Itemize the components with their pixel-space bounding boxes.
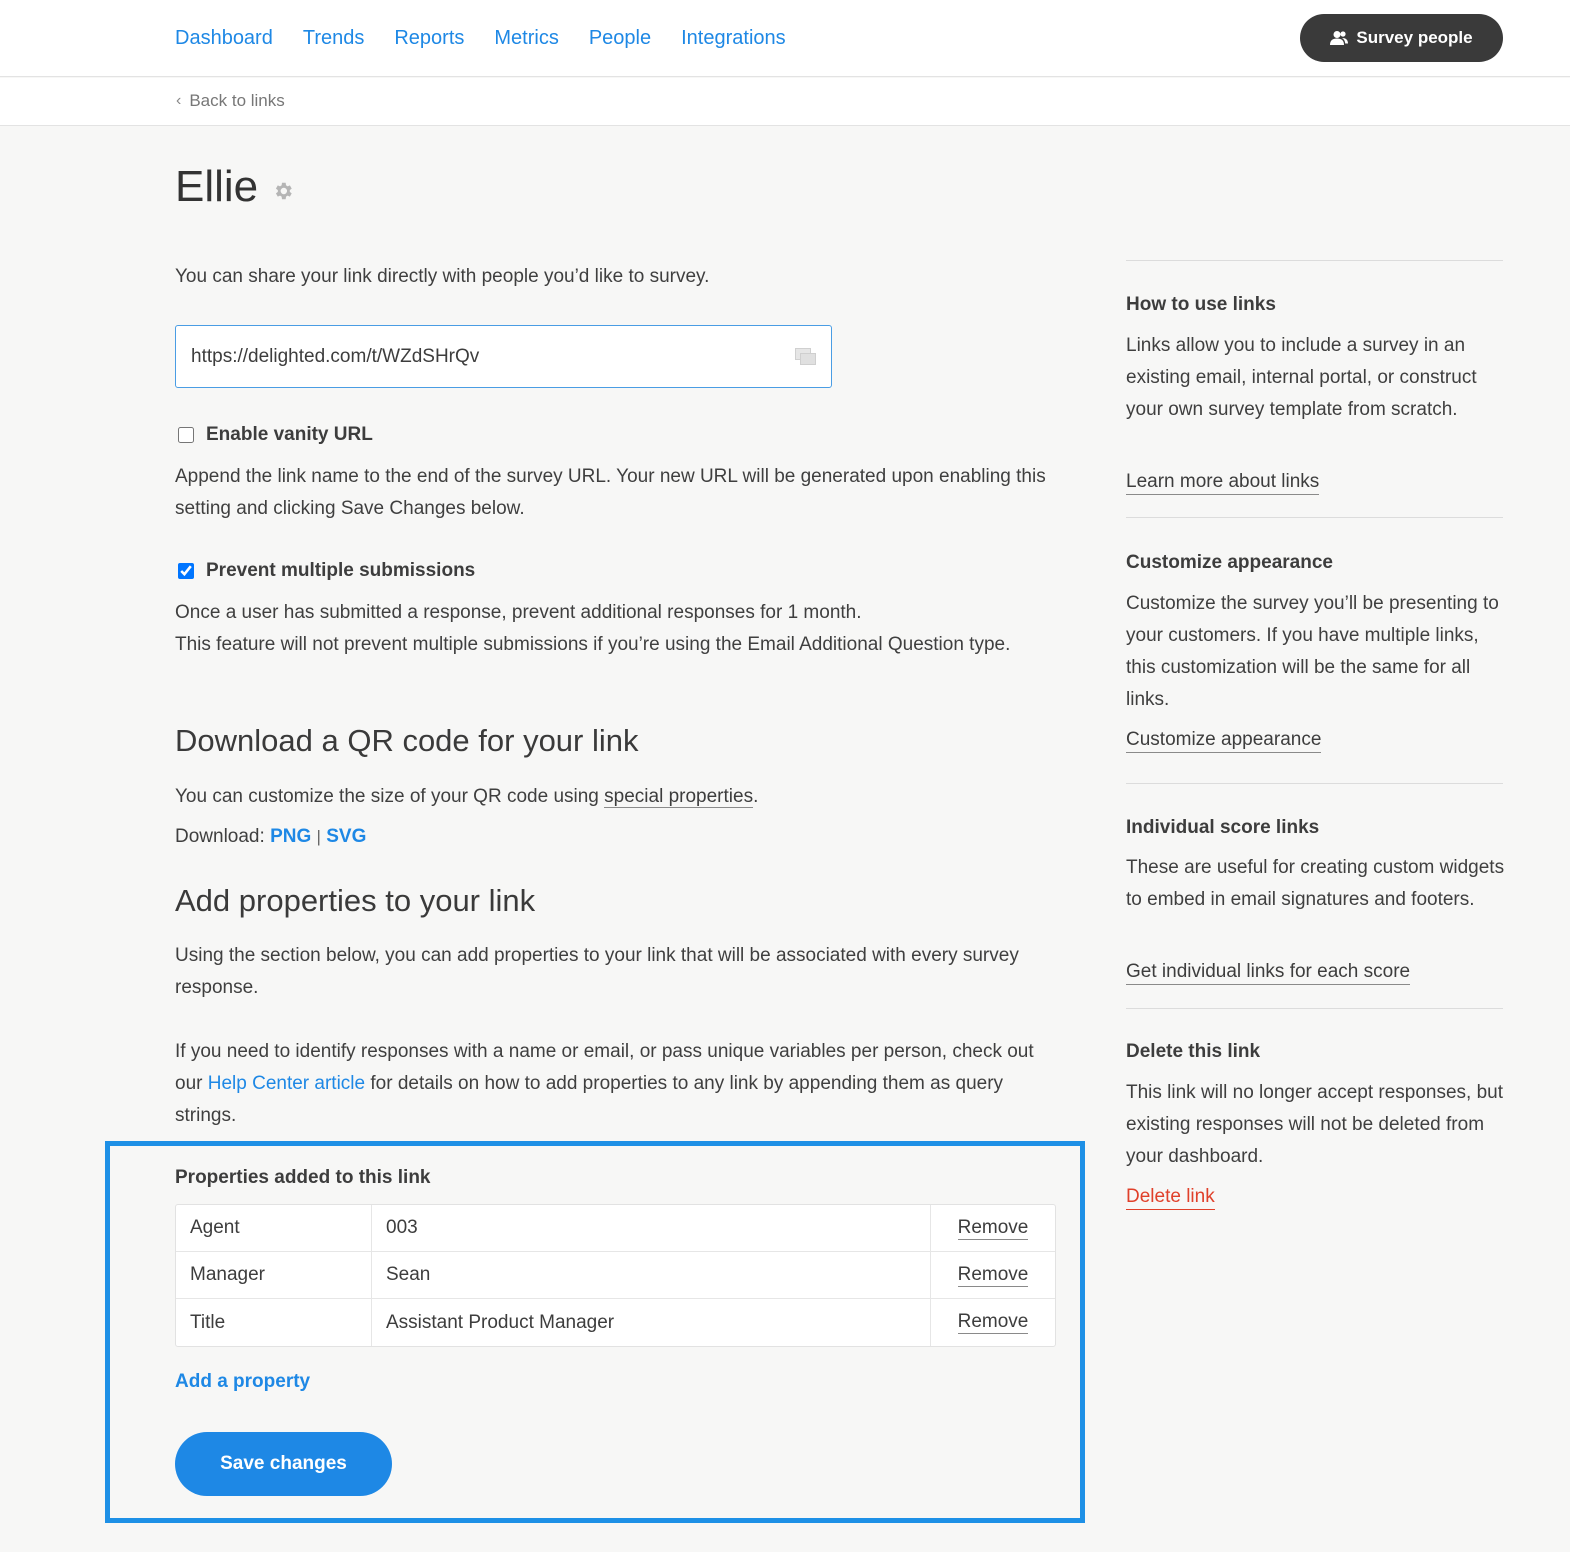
vanity-url-label: Enable vanity URL — [206, 424, 373, 445]
back-to-links-link[interactable] — [176, 91, 285, 111]
properties-table — [175, 1204, 1056, 1347]
prevent-multiple-line1: Once a user has submitted a response, prevent additional responses for 1 month. — [175, 602, 862, 623]
share-url-field[interactable] — [175, 325, 832, 388]
nav-trends[interactable]: Trends — [302, 27, 365, 49]
sidebar-delete-title: Delete this link — [1126, 1041, 1261, 1062]
sidebar-how-text: Links allow you to include a survey in an existing email, internal portal, or construct your own survey template from scratch. — [1126, 335, 1477, 420]
prevent-multiple-option[interactable] — [178, 560, 475, 582]
vanity-url-description: Append the link name to the end of the survey URL. Your new URL will be generated upon enabling this setting and clicking Save Changes below. — [175, 466, 1046, 519]
properties-para2-after: for details on how to add properties to any link by appending them as query strings. — [175, 1073, 1004, 1126]
vanity-url-option[interactable] — [178, 424, 373, 446]
page-title — [175, 162, 294, 212]
back-link-label: Back to links — [189, 91, 285, 110]
download-label: Download: — [175, 826, 271, 847]
sidebar-score-text: These are useful for creating custom widgets to embed in email signatures and footers. — [1126, 857, 1505, 910]
share-url-value: https://delighted.com/t/WZdSHrQv — [191, 345, 480, 367]
properties-para2-before: If you need to identify responses with a name or email, or pass unique variables per person, check out our — [175, 1041, 1034, 1094]
main-nav — [175, 24, 786, 52]
properties-table-title: Properties added to this link — [175, 1167, 431, 1188]
download-png-link[interactable]: PNG — [270, 826, 312, 847]
properties-para1: Using the section below, you can add properties to your link that will be associated with every survey response. — [175, 945, 1019, 998]
remove-property-cell — [931, 1205, 1055, 1251]
sidebar-appearance-text: Customize the survey you’ll be presenting to your customers. If you have multiple links, this customization will be the same for all links. — [1126, 593, 1499, 710]
property-key: Agent — [176, 1205, 372, 1251]
nav-dashboard[interactable]: Dashboard — [175, 27, 273, 49]
remove-property-button[interactable]: Remove — [957, 1216, 1029, 1238]
qr-description — [175, 781, 1055, 813]
copy-icon[interactable] — [795, 348, 817, 366]
properties-heading: Add properties to your link — [175, 883, 536, 918]
remove-property-button[interactable]: Remove — [957, 1311, 1029, 1332]
survey-people-label: Survey people — [1356, 28, 1473, 47]
add-property-link[interactable]: Add a property — [175, 1371, 311, 1392]
nav-integrations[interactable]: Integrations — [681, 27, 786, 49]
sidebar-divider — [1126, 517, 1503, 518]
qr-text-after: . — [753, 786, 759, 807]
people-icon — [1330, 30, 1348, 46]
property-value: 003 — [372, 1205, 931, 1251]
qr-heading: Download a QR code for your link — [175, 723, 639, 758]
chevron-left-icon: ‹ — [176, 92, 182, 109]
delete-link-button[interactable]: Delete link — [1126, 1185, 1215, 1210]
sidebar-divider — [1126, 783, 1503, 784]
save-changes-button[interactable]: Save changes — [175, 1432, 392, 1496]
nav-people[interactable]: People — [588, 27, 652, 49]
prevent-multiple-label: Prevent multiple submissions — [206, 560, 476, 581]
nav-reports[interactable]: Reports — [394, 27, 465, 49]
download-separator: | — [316, 827, 321, 846]
sidebar-appearance-title: Customize appearance — [1126, 552, 1333, 573]
sidebar-divider — [1126, 260, 1503, 261]
nav-metrics[interactable]: Metrics — [494, 27, 559, 49]
customize-appearance-link[interactable]: Customize appearance — [1126, 728, 1321, 753]
property-value: Sean — [372, 1252, 931, 1298]
learn-more-links-link[interactable]: Learn more about links — [1126, 470, 1319, 495]
property-key: Title — [176, 1299, 372, 1346]
sidebar-score-title: Individual score links — [1126, 817, 1320, 838]
sub-navigation-bar — [0, 78, 1570, 126]
table-row — [176, 1205, 1055, 1252]
page-title-text: Ellie — [175, 162, 259, 211]
gear-icon[interactable] — [272, 180, 294, 202]
intro-text: You can share your link directly with people you’d like to survey. — [175, 266, 710, 287]
table-row — [176, 1252, 1055, 1299]
table-row — [176, 1299, 1055, 1346]
property-value: Assistant Product Manager — [372, 1299, 931, 1346]
remove-property-cell — [931, 1299, 1055, 1346]
individual-score-links-link[interactable]: Get individual links for each score — [1126, 960, 1410, 985]
remove-property-cell — [931, 1252, 1055, 1298]
special-properties-link[interactable]: special properties — [604, 786, 754, 807]
prevent-multiple-checkbox[interactable] — [178, 563, 194, 579]
qr-download-row — [175, 821, 1055, 853]
sidebar-divider — [1126, 1008, 1503, 1009]
properties-para2 — [175, 1036, 1055, 1132]
sidebar-delete-text: This link will no longer accept responses, but existing responses will not be deleted from your dashboard. — [1126, 1082, 1504, 1167]
qr-text-before: You can customize the size of your QR code using — [175, 786, 605, 807]
survey-people-button[interactable] — [1300, 14, 1503, 62]
property-key: Manager — [176, 1252, 372, 1298]
help-center-link[interactable]: Help Center article — [207, 1073, 366, 1094]
download-svg-link[interactable]: SVG — [326, 826, 367, 847]
top-navigation-bar — [0, 0, 1570, 77]
prevent-multiple-line2: This feature will not prevent multiple submissions if you’re using the Email Additional Question type. — [175, 634, 1011, 655]
sidebar-how-title: How to use links — [1126, 294, 1276, 315]
vanity-url-checkbox[interactable] — [178, 427, 194, 443]
remove-property-button[interactable]: Remove — [957, 1263, 1029, 1285]
